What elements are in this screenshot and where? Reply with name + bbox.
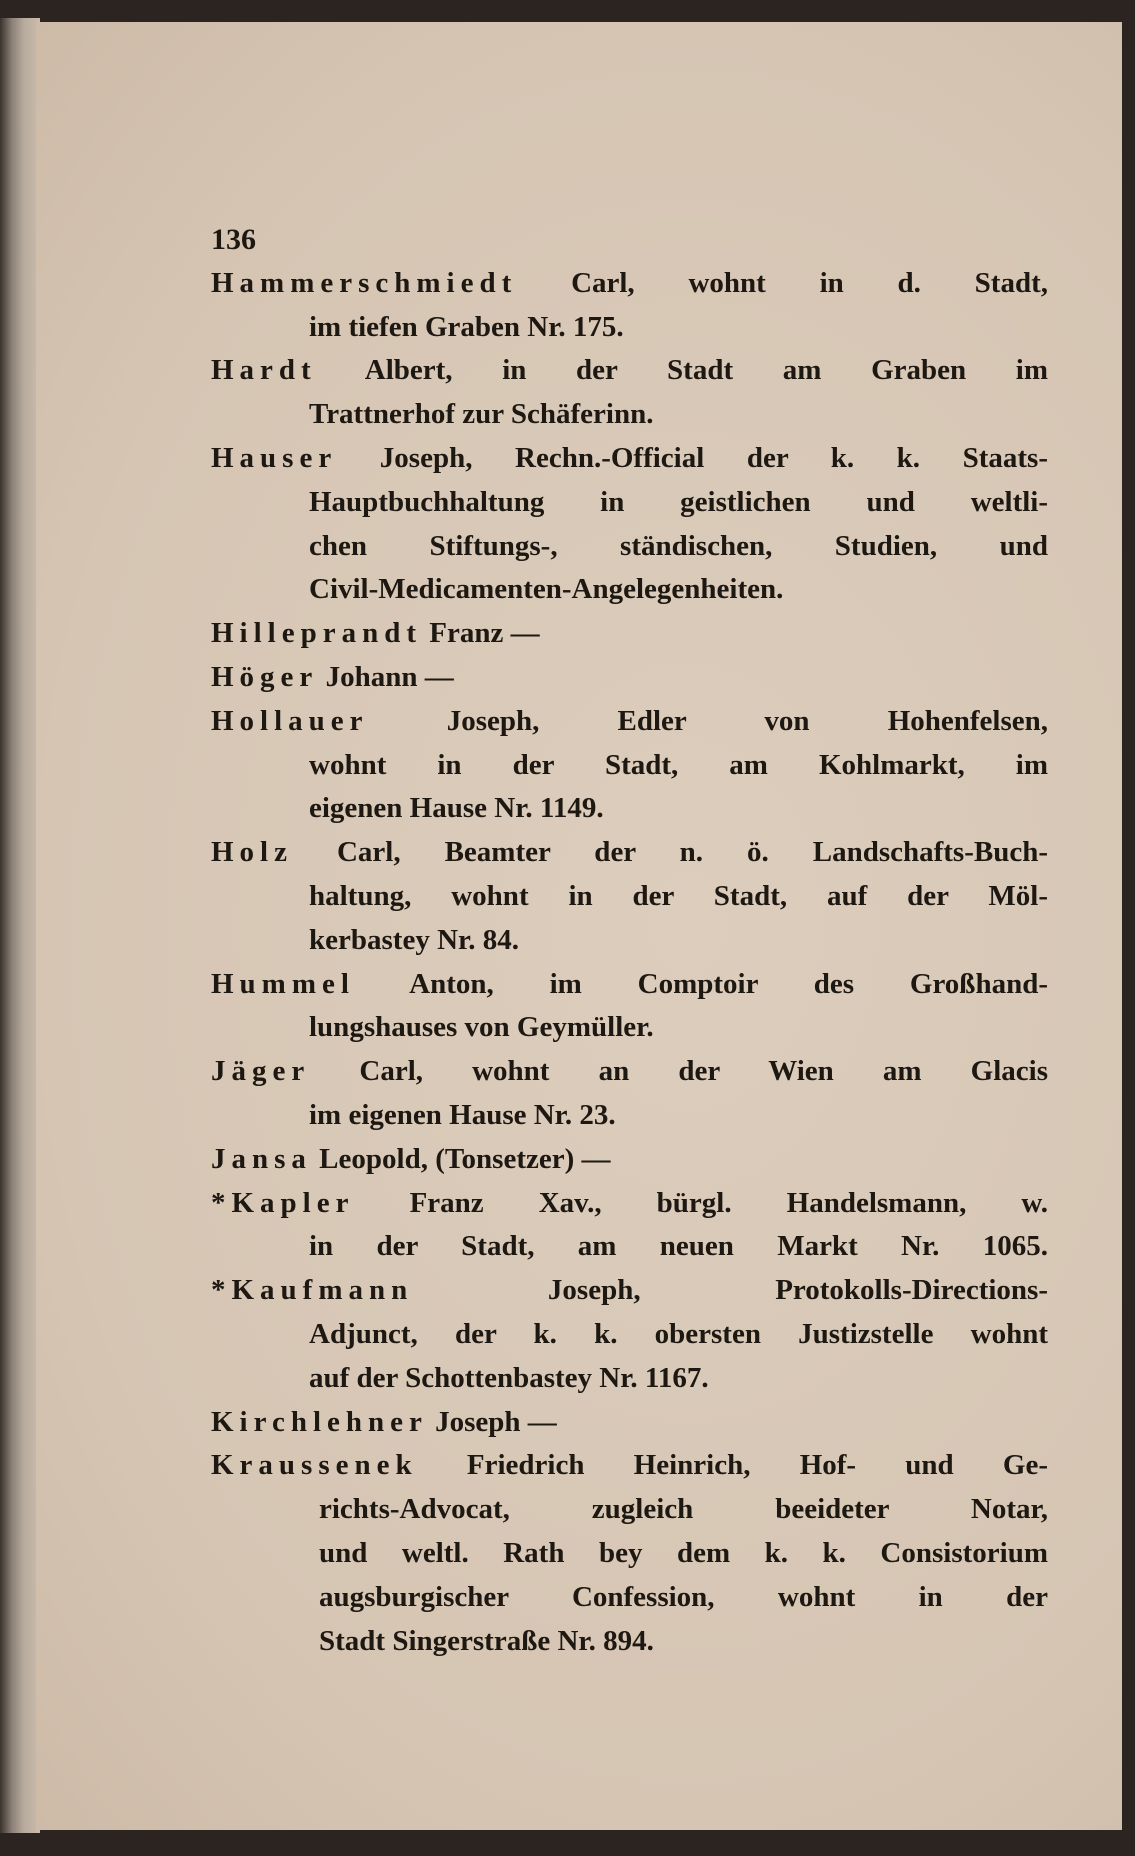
entry-name: *Kapler — [211, 1186, 355, 1219]
entry-text: lungshauses von Geymüller. — [309, 1011, 654, 1044]
entry-text: Hauptbuchhaltung in geistlichen und weltli- — [309, 485, 1048, 518]
entry-text: Albert, in der Stadt am Graben im — [364, 354, 1049, 387]
entry-name: Kirchlehner — [211, 1405, 428, 1438]
entry-hummel — [211, 963, 1048, 1051]
entry-text: Franz Xav., bürgl. Handelsmann, w. — [409, 1186, 1049, 1219]
entry-hammerschmiedt — [211, 262, 1048, 350]
entry-text: Carl, wohnt an der Wien am Glacis — [359, 1055, 1049, 1088]
entry-hoeger — [211, 656, 1048, 700]
entry-name: Hummel — [211, 967, 355, 1000]
entry-text: in der Stadt, am neuen Markt Nr. 1065. — [309, 1230, 1048, 1263]
entry-text: Friedrich Heinrich, Hof- und Ge- — [466, 1449, 1048, 1482]
entry-jaeger — [211, 1050, 1048, 1138]
entry-text: wohnt in der Stadt, am Kohlmarkt, im — [309, 748, 1048, 781]
entry-text: Johann — — [325, 660, 454, 693]
page-number: 136 — [211, 223, 256, 256]
entry-text: im tiefen Graben Nr. 175. — [309, 310, 624, 343]
entry-text: Joseph — — [435, 1405, 557, 1438]
entry-text: Leopold, (Tonsetzer) — — [319, 1142, 611, 1175]
entry-text: Adjunct, der k. k. obersten Justizstelle wohnt — [309, 1317, 1048, 1350]
entry-hollauer — [211, 700, 1048, 831]
entry-hauser — [211, 437, 1048, 612]
entry-text: richts-Advocat, zugleich beeideter Notar, — [319, 1493, 1048, 1526]
entry-text: chen Stiftungs-, ständischen, Studien, und — [309, 529, 1048, 562]
entry-hilleprandt — [211, 612, 1048, 656]
entry-text: augsburgischer Confession, wohnt in der — [319, 1580, 1048, 1613]
book-page — [36, 22, 1122, 1830]
entry-text: haltung, wohnt in der Stadt, auf der Möl- — [309, 879, 1048, 912]
entry-name: Hauser — [211, 441, 338, 474]
entry-text: Joseph, Protokolls-Directions- — [547, 1274, 1048, 1307]
entry-hardt — [211, 349, 1048, 437]
entry-text: Carl, Beamter der n. ö. Landschafts-Buch- — [336, 836, 1048, 869]
entry-jansa — [211, 1138, 1048, 1182]
entry-name: Hilleprandt — [211, 617, 423, 650]
entry-holz — [211, 831, 1048, 962]
entry-text: Franz — — [429, 617, 540, 650]
entry-text: Joseph, Edler von Hohenfelsen, — [446, 704, 1048, 737]
entry-text: Carl, wohnt in d. Stadt, — [571, 266, 1049, 299]
entry-text: Trattnerhof zur Schäferinn. — [309, 398, 654, 431]
entry-kirchlehner — [211, 1401, 1048, 1445]
book-page-edges — [0, 18, 40, 1833]
entry-name: Jäger — [211, 1055, 311, 1088]
entry-text: Joseph, Rechn.-Official der k. k. Staats- — [379, 441, 1048, 474]
directory-text — [211, 218, 1048, 1663]
entry-text: kerbastey Nr. 84. — [309, 923, 519, 956]
entry-text: Civil-Medicamenten-Angelegenheiten. — [309, 573, 784, 606]
entry-name: Holz — [211, 836, 293, 869]
entry-name: Hollauer — [211, 704, 369, 737]
entry-name: Hardt — [211, 354, 317, 387]
entry-name: Hammerschmiedt — [211, 266, 518, 299]
entry-kaufmann — [211, 1269, 1048, 1400]
entry-text: im eigenen Hause Nr. 23. — [309, 1098, 616, 1131]
entry-name: Jansa — [211, 1142, 312, 1175]
entry-text: und weltl. Rath bey dem k. k. Consistorium — [319, 1536, 1048, 1569]
entry-text: eigenen Hause Nr. 1149. — [309, 792, 604, 825]
entry-text: Anton, im Comptoir des Großhand- — [409, 967, 1048, 1000]
entry-name: *Kaufmann — [211, 1274, 414, 1307]
entry-name: Kraussenek — [211, 1449, 418, 1482]
entry-text: Stadt Singerstraße Nr. 894. — [319, 1624, 654, 1657]
entry-name: Höger — [211, 660, 319, 693]
entry-kapler — [211, 1182, 1048, 1270]
entry-kraussenek — [211, 1444, 1048, 1663]
entry-text: auf der Schottenbastey Nr. 1167. — [309, 1361, 709, 1394]
